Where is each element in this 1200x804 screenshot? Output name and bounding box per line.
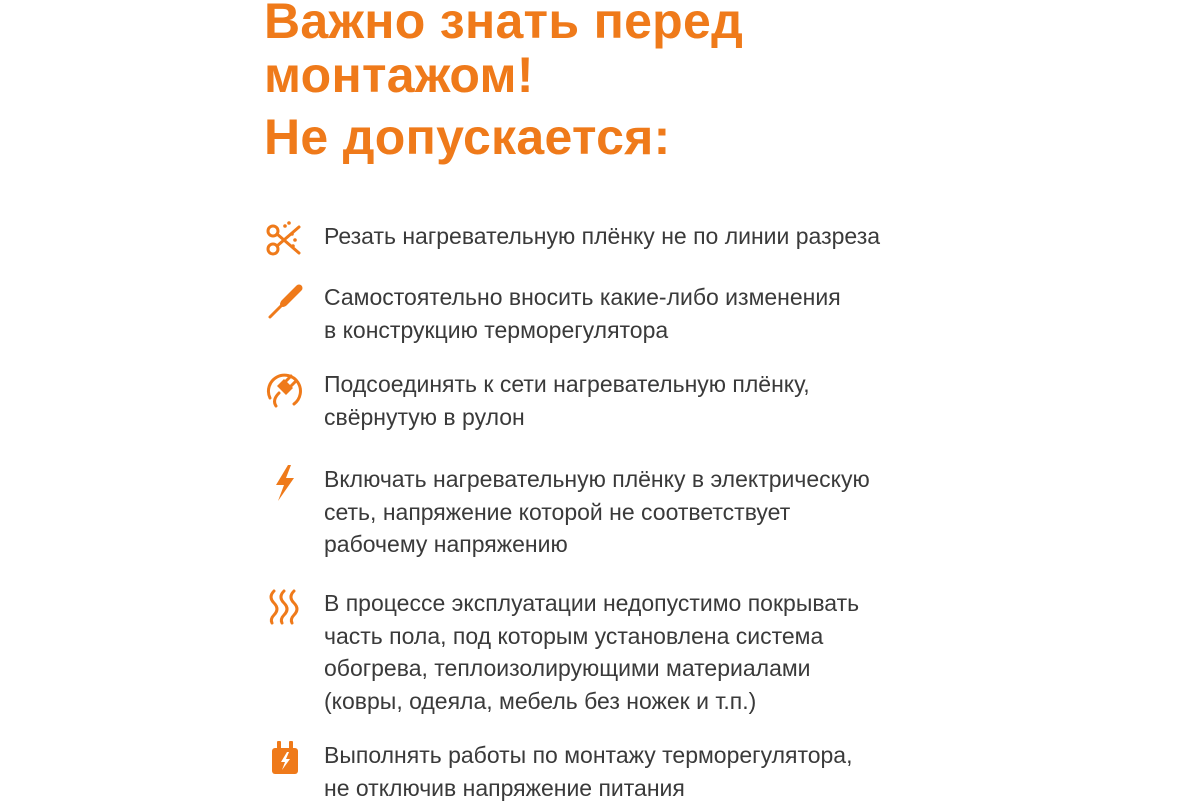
item-text: Самостоятельно вносить какие-либо изменения в конструкцию терморегулятора <box>324 284 841 343</box>
screwdriver-icon <box>262 281 306 321</box>
item-text: Подсоединять к сети нагревательную плёнку, свёрнутую в рулон <box>324 371 810 430</box>
prohibited-heading: Не допускается: <box>264 109 671 165</box>
item-text: В процессе эксплуатации недопустимо покрывать часть пола, под которым установлена система обогрева, теплоизолирующими материалами (ковры, одеяла, мебель без ножек и т.п.) <box>324 590 860 714</box>
item-text: Резать нагревательную плёнку не по линии разреза <box>324 223 881 249</box>
page-title-continued: монтажом! <box>264 47 534 103</box>
power-socket-icon <box>262 739 306 779</box>
plug-icon <box>262 368 306 408</box>
heat-waves-icon <box>262 587 306 627</box>
lightning-icon <box>262 463 306 503</box>
page-title: Важно знать перед <box>264 0 744 49</box>
item-text: Выполнять работы по монтажу терморегулятора, не отключив напряжение питания <box>324 742 853 801</box>
item-text: Включать нагревательную плёнку в электрическую сеть, напряжение которой не соответствует рабочему напряжению <box>324 466 870 557</box>
scissors-icon <box>262 220 306 260</box>
